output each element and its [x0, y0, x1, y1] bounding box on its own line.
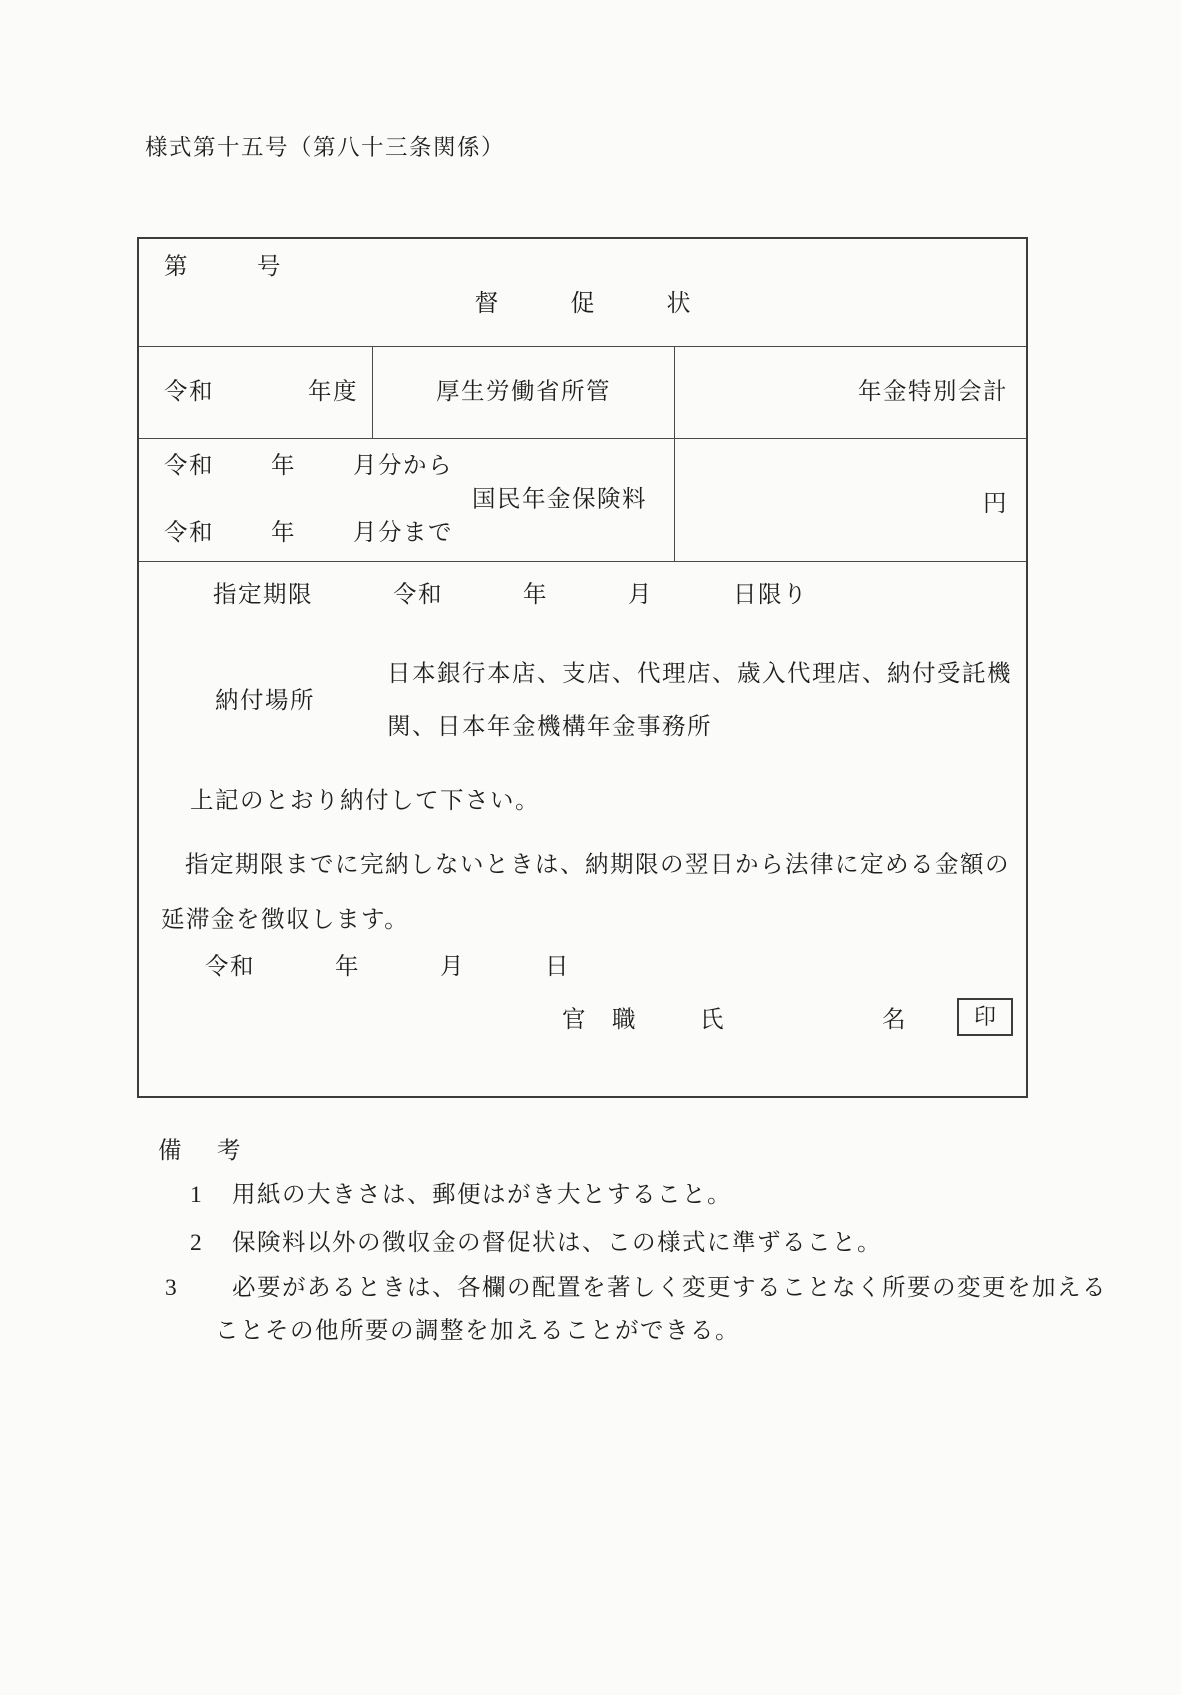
form-style-label: 様式第十五号（第八十三条関係）	[145, 135, 506, 160]
deadline-month: 月	[628, 582, 653, 608]
issue-date-row	[139, 952, 570, 983]
period-cell	[139, 439, 674, 561]
remark-3-text: 必要があるときは、各欄の配置を著しく変更することなく所要の変更を加えることその他所要の調整を加えることができる。	[215, 1275, 1107, 1344]
insurance-item-label: 国民年金保険料	[472, 486, 647, 513]
ministry-label: 厚生労働省所管	[436, 379, 611, 406]
penalty-notice: 指定期限までに完納しないときは、納期限の翌日から法律に定める金額の延滞金を徴収します。	[161, 852, 1010, 933]
deadline-label: 指定期限	[213, 582, 313, 608]
remark-2-text: 保険料以外の徴収金の督促状は、この様式に準ずること。	[232, 1229, 882, 1256]
period-to-era: 令和	[164, 520, 214, 547]
period-to-month: 月分まで	[353, 520, 453, 547]
fiscal-year-unit: 年度	[308, 379, 358, 406]
period-from-month: 月分から	[353, 453, 453, 479]
period-from-line	[164, 451, 453, 482]
period-to-line	[164, 518, 453, 549]
remark-item-2	[190, 1222, 1130, 1265]
date-month: 月	[440, 954, 465, 980]
period-to-year: 年	[271, 520, 296, 547]
payment-place-row	[215, 648, 1027, 754]
fiscal-row	[139, 346, 1026, 438]
payment-instruction: 上記のとおり納付して下さい。	[190, 788, 540, 814]
body-cell	[139, 561, 1026, 1096]
form-title: 督 促 状	[474, 291, 715, 317]
period-row	[139, 438, 1026, 561]
signature-official-kan: 官	[562, 1007, 587, 1033]
deadline-day: 日限り	[733, 582, 808, 608]
doc-number-prefix: 第	[164, 254, 189, 280]
remark-3-number: 3	[165, 1275, 177, 1301]
remark-item-3	[165, 1267, 1130, 1353]
currency-label: 円	[983, 491, 1008, 517]
remark-item-1	[190, 1174, 1130, 1217]
account-cell	[674, 347, 1026, 438]
ministry-cell	[372, 347, 674, 438]
deadline-year: 年	[523, 582, 548, 608]
period-from-year: 年	[271, 453, 296, 479]
deadline-era: 令和	[393, 582, 443, 608]
amount-cell	[674, 439, 1026, 561]
signature-name-shi: 氏	[700, 1007, 725, 1033]
period-from-era: 令和	[164, 453, 214, 479]
document-number	[164, 252, 282, 283]
date-day: 日	[545, 954, 570, 980]
demand-notice-table	[137, 237, 1028, 1098]
remark-2-number: 2	[190, 1229, 202, 1256]
doc-number-suffix: 号	[257, 254, 282, 280]
signature-official-shoku: 職	[612, 1007, 637, 1033]
date-era: 令和	[205, 954, 255, 980]
deadline-row	[139, 580, 808, 611]
fiscal-era-label: 令和	[164, 379, 214, 406]
date-year: 年	[335, 954, 360, 980]
remarks-heading: 備 考	[158, 1138, 247, 1164]
payment-place-text: 日本銀行本店、支店、代理店、歳入代理店、納付受託機関、日本年金機構年金事務所	[387, 661, 1012, 740]
header-row	[139, 239, 1026, 346]
fiscal-year-cell	[139, 347, 372, 438]
payment-place-label: 納付場所	[215, 687, 315, 714]
special-account-label: 年金特別会計	[858, 379, 1008, 406]
seal-box: 印	[957, 998, 1013, 1036]
remark-1-text: 用紙の大きさは、郵便はがき大とすること。	[232, 1182, 732, 1208]
remark-1-number: 1	[190, 1182, 202, 1208]
remarks-section	[120, 1133, 1130, 1353]
signature-name-mei: 名	[882, 1007, 907, 1033]
